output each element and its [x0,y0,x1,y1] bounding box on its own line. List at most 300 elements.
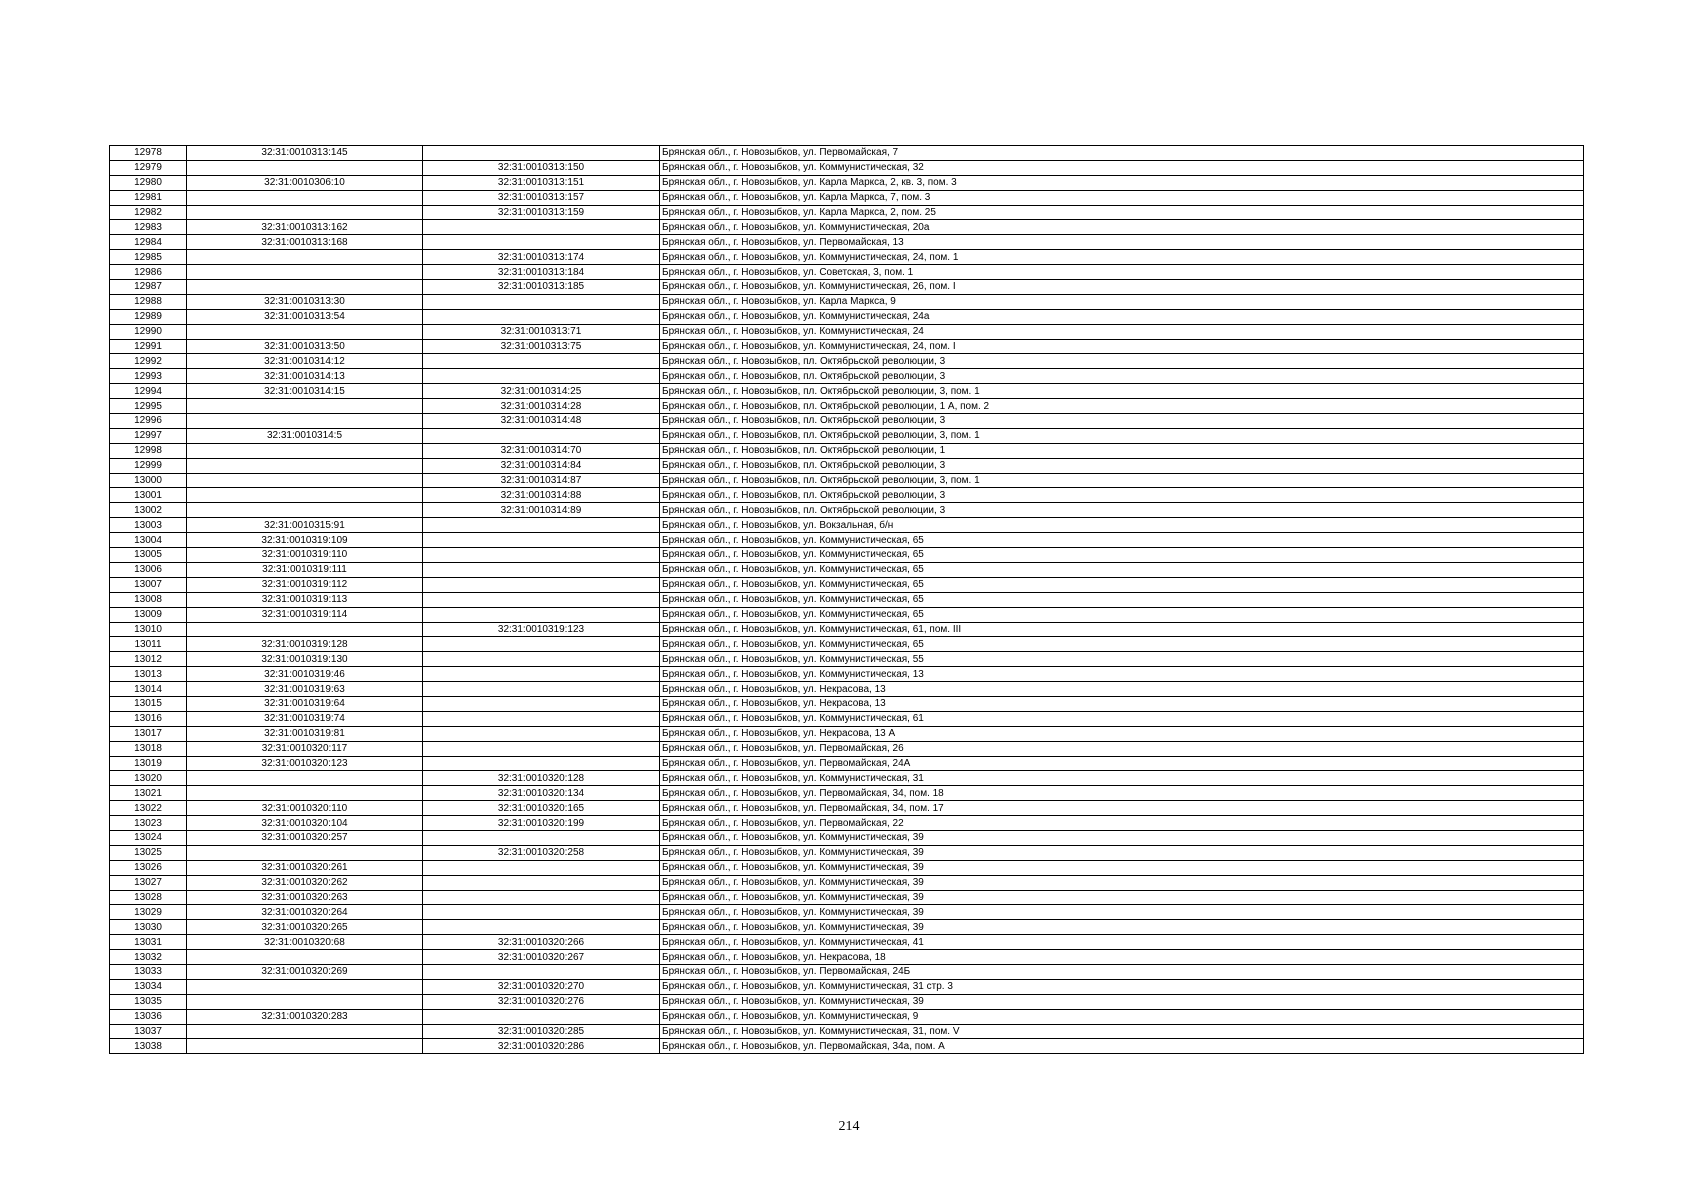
row-number-cell: 13028 [110,890,187,905]
row-number-cell: 13012 [110,652,187,667]
address-cell: Брянская обл., г. Новозыбков, ул. Первомайская, 26 [660,741,1584,756]
cadastral-number-old-cell: 32:31:0010314:5 [187,428,423,443]
address-cell: Брянская обл., г. Новозыбков, ул. Коммунистическая, 9 [660,1009,1584,1024]
cadastral-number-old-cell: 32:31:0010320:68 [187,935,423,950]
cadastral-number-new-cell: 32:31:0010314:28 [423,399,660,414]
row-number-cell: 13002 [110,503,187,518]
table-row [110,801,1584,816]
cadastral-number-old-cell: 32:31:0010314:15 [187,384,423,399]
table-row [110,220,1584,235]
table-row [110,756,1584,771]
address-cell: Брянская обл., г. Новозыбков, ул. Коммунистическая, 41 [660,935,1584,950]
table-row [110,458,1584,473]
table-row [110,696,1584,711]
row-number-cell: 13021 [110,786,187,801]
address-cell: Брянская обл., г. Новозыбков, ул. Коммунистическая, 65 [660,548,1584,563]
cadastral-number-old-cell [187,503,423,518]
row-number-cell: 13031 [110,935,187,950]
cadastral-number-new-cell [423,860,660,875]
table-row [110,607,1584,622]
row-number-cell: 13007 [110,577,187,592]
table-row [110,414,1584,429]
table-row [110,652,1584,667]
table-row [110,964,1584,979]
cadastral-number-old-cell [187,771,423,786]
row-number-cell: 13026 [110,860,187,875]
row-number-cell: 13019 [110,756,187,771]
cadastral-number-new-cell: 32:31:0010320:285 [423,1024,660,1039]
cadastral-number-old-cell: 32:31:0010319:81 [187,726,423,741]
row-number-cell: 13000 [110,473,187,488]
cadastral-number-new-cell [423,905,660,920]
cadastral-number-old-cell: 32:31:0010320:104 [187,816,423,831]
cadastral-number-new-cell: 32:31:0010320:128 [423,771,660,786]
table-row [110,786,1584,801]
cadastral-number-old-cell [187,845,423,860]
table-row [110,860,1584,875]
table-row [110,354,1584,369]
row-number-cell: 13034 [110,979,187,994]
row-number-cell: 13038 [110,1039,187,1054]
row-number-cell: 13036 [110,1009,187,1024]
cadastral-number-old-cell: 32:31:0010319:130 [187,652,423,667]
address-cell: Брянская обл., г. Новозыбков, ул. Коммунистическая, 65 [660,562,1584,577]
cadastral-number-new-cell [423,890,660,905]
address-cell: Брянская обл., г. Новозыбков, ул. Коммунистическая, 32 [660,160,1584,175]
cadastral-number-old-cell: 32:31:0010319:113 [187,592,423,607]
cadastral-number-new-cell: 32:31:0010314:84 [423,458,660,473]
row-number-cell: 13013 [110,667,187,682]
address-cell: Брянская обл., г. Новозыбков, пл. Октябрьской революции, 3 [660,503,1584,518]
row-number-cell: 13035 [110,994,187,1009]
cadastral-number-new-cell [423,577,660,592]
table-row [110,384,1584,399]
row-number-cell: 12993 [110,369,187,384]
cadastral-number-new-cell [423,548,660,563]
address-cell: Брянская обл., г. Новозыбков, пл. Октябрьской революции, 3 [660,369,1584,384]
cadastral-number-new-cell [423,830,660,845]
address-cell: Брянская обл., г. Новозыбков, ул. Некрасова, 18 [660,950,1584,965]
address-cell: Брянская обл., г. Новозыбков, ул. Коммунистическая, 13 [660,667,1584,682]
cadastral-number-new-cell [423,592,660,607]
address-cell: Брянская обл., г. Новозыбков, ул. Карла Маркса, 9 [660,294,1584,309]
cadastral-number-new-cell [423,294,660,309]
cadastral-number-old-cell [187,190,423,205]
cadastral-number-old-cell [187,786,423,801]
row-number-cell: 12997 [110,428,187,443]
table-row [110,473,1584,488]
table-row [110,488,1584,503]
address-cell: Брянская обл., г. Новозыбков, ул. Коммунистическая, 24, пом. I [660,339,1584,354]
cadastral-number-new-cell: 32:31:0010313:75 [423,339,660,354]
cadastral-number-old-cell: 32:31:0010313:30 [187,294,423,309]
address-cell: Брянская обл., г. Новозыбков, ул. Коммунистическая, 61 [660,711,1584,726]
address-cell: Брянская обл., г. Новозыбков, пл. Октябрьской революции, 3 [660,354,1584,369]
table-row [110,369,1584,384]
table-row [110,667,1584,682]
address-cell: Брянская обл., г. Новозыбков, ул. Коммунистическая, 39 [660,920,1584,935]
address-cell: Брянская обл., г. Новозыбков, пл. Октябрьской революции, 1 [660,443,1584,458]
registry-table-body [110,146,1584,1054]
cadastral-number-old-cell: 32:31:0010314:12 [187,354,423,369]
cadastral-number-old-cell: 32:31:0010313:162 [187,220,423,235]
table-row [110,622,1584,637]
row-number-cell: 12995 [110,399,187,414]
row-number-cell: 13032 [110,950,187,965]
table-row [110,1039,1584,1054]
table-row [110,741,1584,756]
cadastral-number-old-cell: 32:31:0010313:145 [187,146,423,161]
cadastral-number-new-cell: 32:31:0010314:25 [423,384,660,399]
cadastral-number-old-cell: 32:31:0010319:109 [187,533,423,548]
table-row [110,428,1584,443]
row-number-cell: 13023 [110,816,187,831]
cadastral-number-old-cell [187,1024,423,1039]
cadastral-number-old-cell [187,265,423,280]
cadastral-number-old-cell: 32:31:0010319:112 [187,577,423,592]
address-cell: Брянская обл., г. Новозыбков, ул. Коммунистическая, 39 [660,845,1584,860]
cadastral-number-new-cell: 32:31:0010313:185 [423,280,660,295]
cadastral-number-new-cell [423,964,660,979]
cadastral-number-new-cell: 32:31:0010320:199 [423,816,660,831]
table-row [110,637,1584,652]
address-cell: Брянская обл., г. Новозыбков, пл. Октябрьской революции, 3 [660,458,1584,473]
row-number-cell: 12987 [110,280,187,295]
cadastral-number-new-cell [423,369,660,384]
cadastral-number-new-cell [423,428,660,443]
cadastral-number-new-cell [423,533,660,548]
registry-table [109,145,1584,1054]
address-cell: Брянская обл., г. Новозыбков, ул. Коммунистическая, 31 стр. 3 [660,979,1584,994]
table-row [110,920,1584,935]
cadastral-number-new-cell: 32:31:0010319:123 [423,622,660,637]
address-cell: Брянская обл., г. Новозыбков, ул. Коммунистическая, 39 [660,890,1584,905]
address-cell: Брянская обл., г. Новозыбков, ул. Карла Маркса, 2, кв. 3, пом. 3 [660,175,1584,190]
cadastral-number-new-cell [423,652,660,667]
row-number-cell: 12982 [110,205,187,220]
table-row [110,324,1584,339]
table-row [110,935,1584,950]
cadastral-number-old-cell: 32:31:0010320:110 [187,801,423,816]
row-number-cell: 13018 [110,741,187,756]
table-row [110,205,1584,220]
table-row [110,294,1584,309]
address-cell: Брянская обл., г. Новозыбков, ул. Первомайская, 34, пом. 17 [660,801,1584,816]
table-row [110,190,1584,205]
cadastral-number-old-cell: 32:31:0010320:263 [187,890,423,905]
cadastral-number-new-cell [423,235,660,250]
row-number-cell: 13009 [110,607,187,622]
cadastral-number-new-cell: 32:31:0010313:71 [423,324,660,339]
cadastral-number-old-cell: 32:31:0010319:46 [187,667,423,682]
cadastral-number-new-cell: 32:31:0010314:70 [423,443,660,458]
cadastral-number-new-cell: 32:31:0010314:48 [423,414,660,429]
cadastral-number-new-cell [423,696,660,711]
row-number-cell: 13006 [110,562,187,577]
table-row [110,443,1584,458]
address-cell: Брянская обл., г. Новозыбков, ул. Коммунистическая, 65 [660,607,1584,622]
cadastral-number-new-cell [423,756,660,771]
row-number-cell: 13015 [110,696,187,711]
cadastral-number-new-cell: 32:31:0010320:266 [423,935,660,950]
cadastral-number-old-cell: 32:31:0010319:114 [187,607,423,622]
table-row [110,265,1584,280]
cadastral-number-new-cell [423,354,660,369]
address-cell: Брянская обл., г. Новозыбков, ул. Коммунистическая, 24 [660,324,1584,339]
address-cell: Брянская обл., г. Новозыбков, ул. Коммунистическая, 39 [660,994,1584,1009]
address-cell: Брянская обл., г. Новозыбков, ул. Первомайская, 22 [660,816,1584,831]
cadastral-number-new-cell [423,920,660,935]
row-number-cell: 12988 [110,294,187,309]
row-number-cell: 13029 [110,905,187,920]
address-cell: Брянская обл., г. Новозыбков, ул. Коммунистическая, 55 [660,652,1584,667]
cadastral-number-old-cell: 32:31:0010313:50 [187,339,423,354]
row-number-cell: 13016 [110,711,187,726]
address-cell: Брянская обл., г. Новозыбков, ул. Первомайская, 7 [660,146,1584,161]
cadastral-number-old-cell [187,488,423,503]
cadastral-number-new-cell: 32:31:0010313:159 [423,205,660,220]
address-cell: Брянская обл., г. Новозыбков, ул. Коммунистическая, 65 [660,592,1584,607]
cadastral-number-new-cell: 32:31:0010314:88 [423,488,660,503]
cadastral-number-new-cell: 32:31:0010320:270 [423,979,660,994]
address-cell: Брянская обл., г. Новозыбков, ул. Первомайская, 24Б [660,964,1584,979]
cadastral-number-old-cell [187,250,423,265]
cadastral-number-old-cell: 32:31:0010319:110 [187,548,423,563]
address-cell: Брянская обл., г. Новозыбков, пл. Октябрьской революции, 3, пом. 1 [660,473,1584,488]
row-number-cell: 12985 [110,250,187,265]
cadastral-number-new-cell: 32:31:0010314:89 [423,503,660,518]
address-cell: Брянская обл., г. Новозыбков, пл. Октябрьской революции, 3 [660,488,1584,503]
row-number-cell: 13025 [110,845,187,860]
cadastral-number-old-cell: 32:31:0010320:264 [187,905,423,920]
row-number-cell: 12996 [110,414,187,429]
cadastral-number-old-cell: 32:31:0010306:10 [187,175,423,190]
row-number-cell: 12980 [110,175,187,190]
cadastral-number-old-cell [187,473,423,488]
cadastral-number-old-cell [187,399,423,414]
cadastral-number-old-cell [187,443,423,458]
cadastral-number-new-cell: 32:31:0010320:267 [423,950,660,965]
cadastral-number-old-cell: 32:31:0010320:117 [187,741,423,756]
row-number-cell: 13014 [110,682,187,697]
table-row [110,339,1584,354]
cadastral-number-new-cell: 32:31:0010320:165 [423,801,660,816]
table-row [110,533,1584,548]
address-cell: Брянская обл., г. Новозыбков, ул. Коммунистическая, 26, пом. I [660,280,1584,295]
cadastral-number-new-cell [423,146,660,161]
cadastral-number-old-cell: 32:31:0010314:13 [187,369,423,384]
row-number-cell: 12981 [110,190,187,205]
cadastral-number-old-cell [187,458,423,473]
row-number-cell: 12983 [110,220,187,235]
cadastral-number-old-cell: 32:31:0010320:269 [187,964,423,979]
row-number-cell: 12986 [110,265,187,280]
cadastral-number-new-cell [423,220,660,235]
address-cell: Брянская обл., г. Новозыбков, пл. Октябрьской революции, 1 А, пом. 2 [660,399,1584,414]
row-number-cell: 13027 [110,875,187,890]
cadastral-number-new-cell: 32:31:0010320:134 [423,786,660,801]
address-cell: Брянская обл., г. Новозыбков, ул. Коммунистическая, 65 [660,637,1584,652]
table-row [110,1009,1584,1024]
cadastral-number-old-cell [187,622,423,637]
table-row [110,175,1584,190]
row-number-cell: 12992 [110,354,187,369]
cadastral-number-new-cell [423,875,660,890]
cadastral-number-old-cell [187,1039,423,1054]
address-cell: Брянская обл., г. Новозыбков, пл. Октябрьской революции, 3, пом. 1 [660,428,1584,443]
cadastral-number-new-cell [423,637,660,652]
address-cell: Брянская обл., г. Новозыбков, ул. Коммунистическая, 65 [660,533,1584,548]
cadastral-number-new-cell [423,711,660,726]
table-row [110,250,1584,265]
address-cell: Брянская обл., г. Новозыбков, ул. Коммунистическая, 39 [660,905,1584,920]
address-cell: Брянская обл., г. Новозыбков, ул. Коммунистическая, 24, пом. 1 [660,250,1584,265]
address-cell: Брянская обл., г. Новозыбков, ул. Некрасова, 13 [660,696,1584,711]
cadastral-number-old-cell: 32:31:0010319:64 [187,696,423,711]
table-row [110,830,1584,845]
address-cell: Брянская обл., г. Новозыбков, ул. Коммунистическая, 65 [660,577,1584,592]
cadastral-number-old-cell: 32:31:0010320:283 [187,1009,423,1024]
cadastral-number-new-cell [423,682,660,697]
address-cell: Брянская обл., г. Новозыбков, ул. Первомайская, 34, пом. 18 [660,786,1584,801]
cadastral-number-old-cell [187,280,423,295]
table-row [110,235,1584,250]
address-cell: Брянская обл., г. Новозыбков, ул. Коммунистическая, 39 [660,830,1584,845]
row-number-cell: 12994 [110,384,187,399]
row-number-cell: 13010 [110,622,187,637]
table-row [110,845,1584,860]
cadastral-number-new-cell [423,1009,660,1024]
cadastral-number-old-cell [187,205,423,220]
table-row [110,309,1584,324]
cadastral-number-new-cell: 32:31:0010320:258 [423,845,660,860]
table-row [110,726,1584,741]
table-row [110,280,1584,295]
cadastral-number-old-cell [187,994,423,1009]
cadastral-number-new-cell: 32:31:0010313:174 [423,250,660,265]
row-number-cell: 12989 [110,309,187,324]
cadastral-number-old-cell: 32:31:0010320:262 [187,875,423,890]
table-row [110,771,1584,786]
cadastral-number-old-cell: 32:31:0010319:128 [187,637,423,652]
cadastral-number-old-cell: 32:31:0010320:123 [187,756,423,771]
cadastral-number-new-cell [423,741,660,756]
cadastral-number-new-cell [423,562,660,577]
table-row [110,160,1584,175]
table-row [110,950,1584,965]
table-row [110,890,1584,905]
address-cell: Брянская обл., г. Новозыбков, ул. Советская, 3, пом. 1 [660,265,1584,280]
cadastral-number-new-cell: 32:31:0010320:276 [423,994,660,1009]
row-number-cell: 13005 [110,548,187,563]
table-row [110,875,1584,890]
cadastral-number-new-cell: 32:31:0010313:150 [423,160,660,175]
address-cell: Брянская обл., г. Новозыбков, ул. Некрасова, 13 А [660,726,1584,741]
table-row [110,1024,1584,1039]
table-row [110,548,1584,563]
cadastral-number-new-cell [423,518,660,533]
address-cell: Брянская обл., г. Новозыбков, ул. Коммунистическая, 39 [660,875,1584,890]
row-number-cell: 12991 [110,339,187,354]
table-row [110,979,1584,994]
row-number-cell: 12984 [110,235,187,250]
cadastral-number-old-cell: 32:31:0010320:265 [187,920,423,935]
row-number-cell: 13022 [110,801,187,816]
row-number-cell: 12978 [110,146,187,161]
table-row [110,562,1584,577]
address-cell: Брянская обл., г. Новозыбков, ул. Коммунистическая, 61, пом. III [660,622,1584,637]
table-row [110,577,1584,592]
table-row [110,682,1584,697]
row-number-cell: 13003 [110,518,187,533]
row-number-cell: 13008 [110,592,187,607]
row-number-cell: 13020 [110,771,187,786]
cadastral-number-new-cell [423,607,660,622]
cadastral-number-new-cell: 32:31:0010320:286 [423,1039,660,1054]
cadastral-number-old-cell [187,324,423,339]
cadastral-number-new-cell: 32:31:0010313:157 [423,190,660,205]
table-row [110,592,1584,607]
cadastral-number-old-cell: 32:31:0010319:63 [187,682,423,697]
address-cell: Брянская обл., г. Новозыбков, ул. Некрасова, 13 [660,682,1584,697]
row-number-cell: 13001 [110,488,187,503]
address-cell: Брянская обл., г. Новозыбков, ул. Первомайская, 24А [660,756,1584,771]
cadastral-number-old-cell: 32:31:0010313:54 [187,309,423,324]
cadastral-number-old-cell: 32:31:0010319:111 [187,562,423,577]
table-row [110,994,1584,1009]
address-cell: Брянская обл., г. Новозыбков, ул. Коммунистическая, 24а [660,309,1584,324]
cadastral-number-old-cell [187,979,423,994]
cadastral-number-old-cell: 32:31:0010319:74 [187,711,423,726]
address-cell: Брянская обл., г. Новозыбков, ул. Коммунистическая, 39 [660,860,1584,875]
row-number-cell: 12999 [110,458,187,473]
cadastral-number-new-cell: 32:31:0010313:151 [423,175,660,190]
row-number-cell: 13030 [110,920,187,935]
address-cell: Брянская обл., г. Новозыбков, пл. Октябрьской революции, 3, пом. 1 [660,384,1584,399]
cadastral-number-new-cell [423,726,660,741]
address-cell: Брянская обл., г. Новозыбков, пл. Октябрьской революции, 3 [660,414,1584,429]
row-number-cell: 13011 [110,637,187,652]
row-number-cell: 13004 [110,533,187,548]
cadastral-number-old-cell: 32:31:0010315:91 [187,518,423,533]
cadastral-number-new-cell: 32:31:0010313:184 [423,265,660,280]
row-number-cell: 13033 [110,964,187,979]
row-number-cell: 13037 [110,1024,187,1039]
cadastral-number-old-cell [187,414,423,429]
address-cell: Брянская обл., г. Новозыбков, ул. Первомайская, 34а, пом. А [660,1039,1584,1054]
row-number-cell: 13024 [110,830,187,845]
row-number-cell: 13017 [110,726,187,741]
row-number-cell: 12979 [110,160,187,175]
table-row [110,146,1584,161]
cadastral-number-new-cell [423,309,660,324]
row-number-cell: 12990 [110,324,187,339]
table-row [110,503,1584,518]
table-row [110,905,1584,920]
address-cell: Брянская обл., г. Новозыбков, ул. Карла Маркса, 7, пом. 3 [660,190,1584,205]
table-row [110,816,1584,831]
cadastral-number-new-cell [423,667,660,682]
address-cell: Брянская обл., г. Новозыбков, ул. Первомайская, 13 [660,235,1584,250]
cadastral-number-old-cell: 32:31:0010313:168 [187,235,423,250]
address-cell: Брянская обл., г. Новозыбков, ул. Коммунистическая, 31 [660,771,1584,786]
cadastral-number-old-cell [187,950,423,965]
address-cell: Брянская обл., г. Новозыбков, ул. Коммунистическая, 31, пом. V [660,1024,1584,1039]
address-cell: Брянская обл., г. Новозыбков, ул. Коммунистическая, 20а [660,220,1584,235]
page-number: 214 [838,1119,860,1134]
cadastral-number-old-cell [187,160,423,175]
cadastral-number-new-cell: 32:31:0010314:87 [423,473,660,488]
